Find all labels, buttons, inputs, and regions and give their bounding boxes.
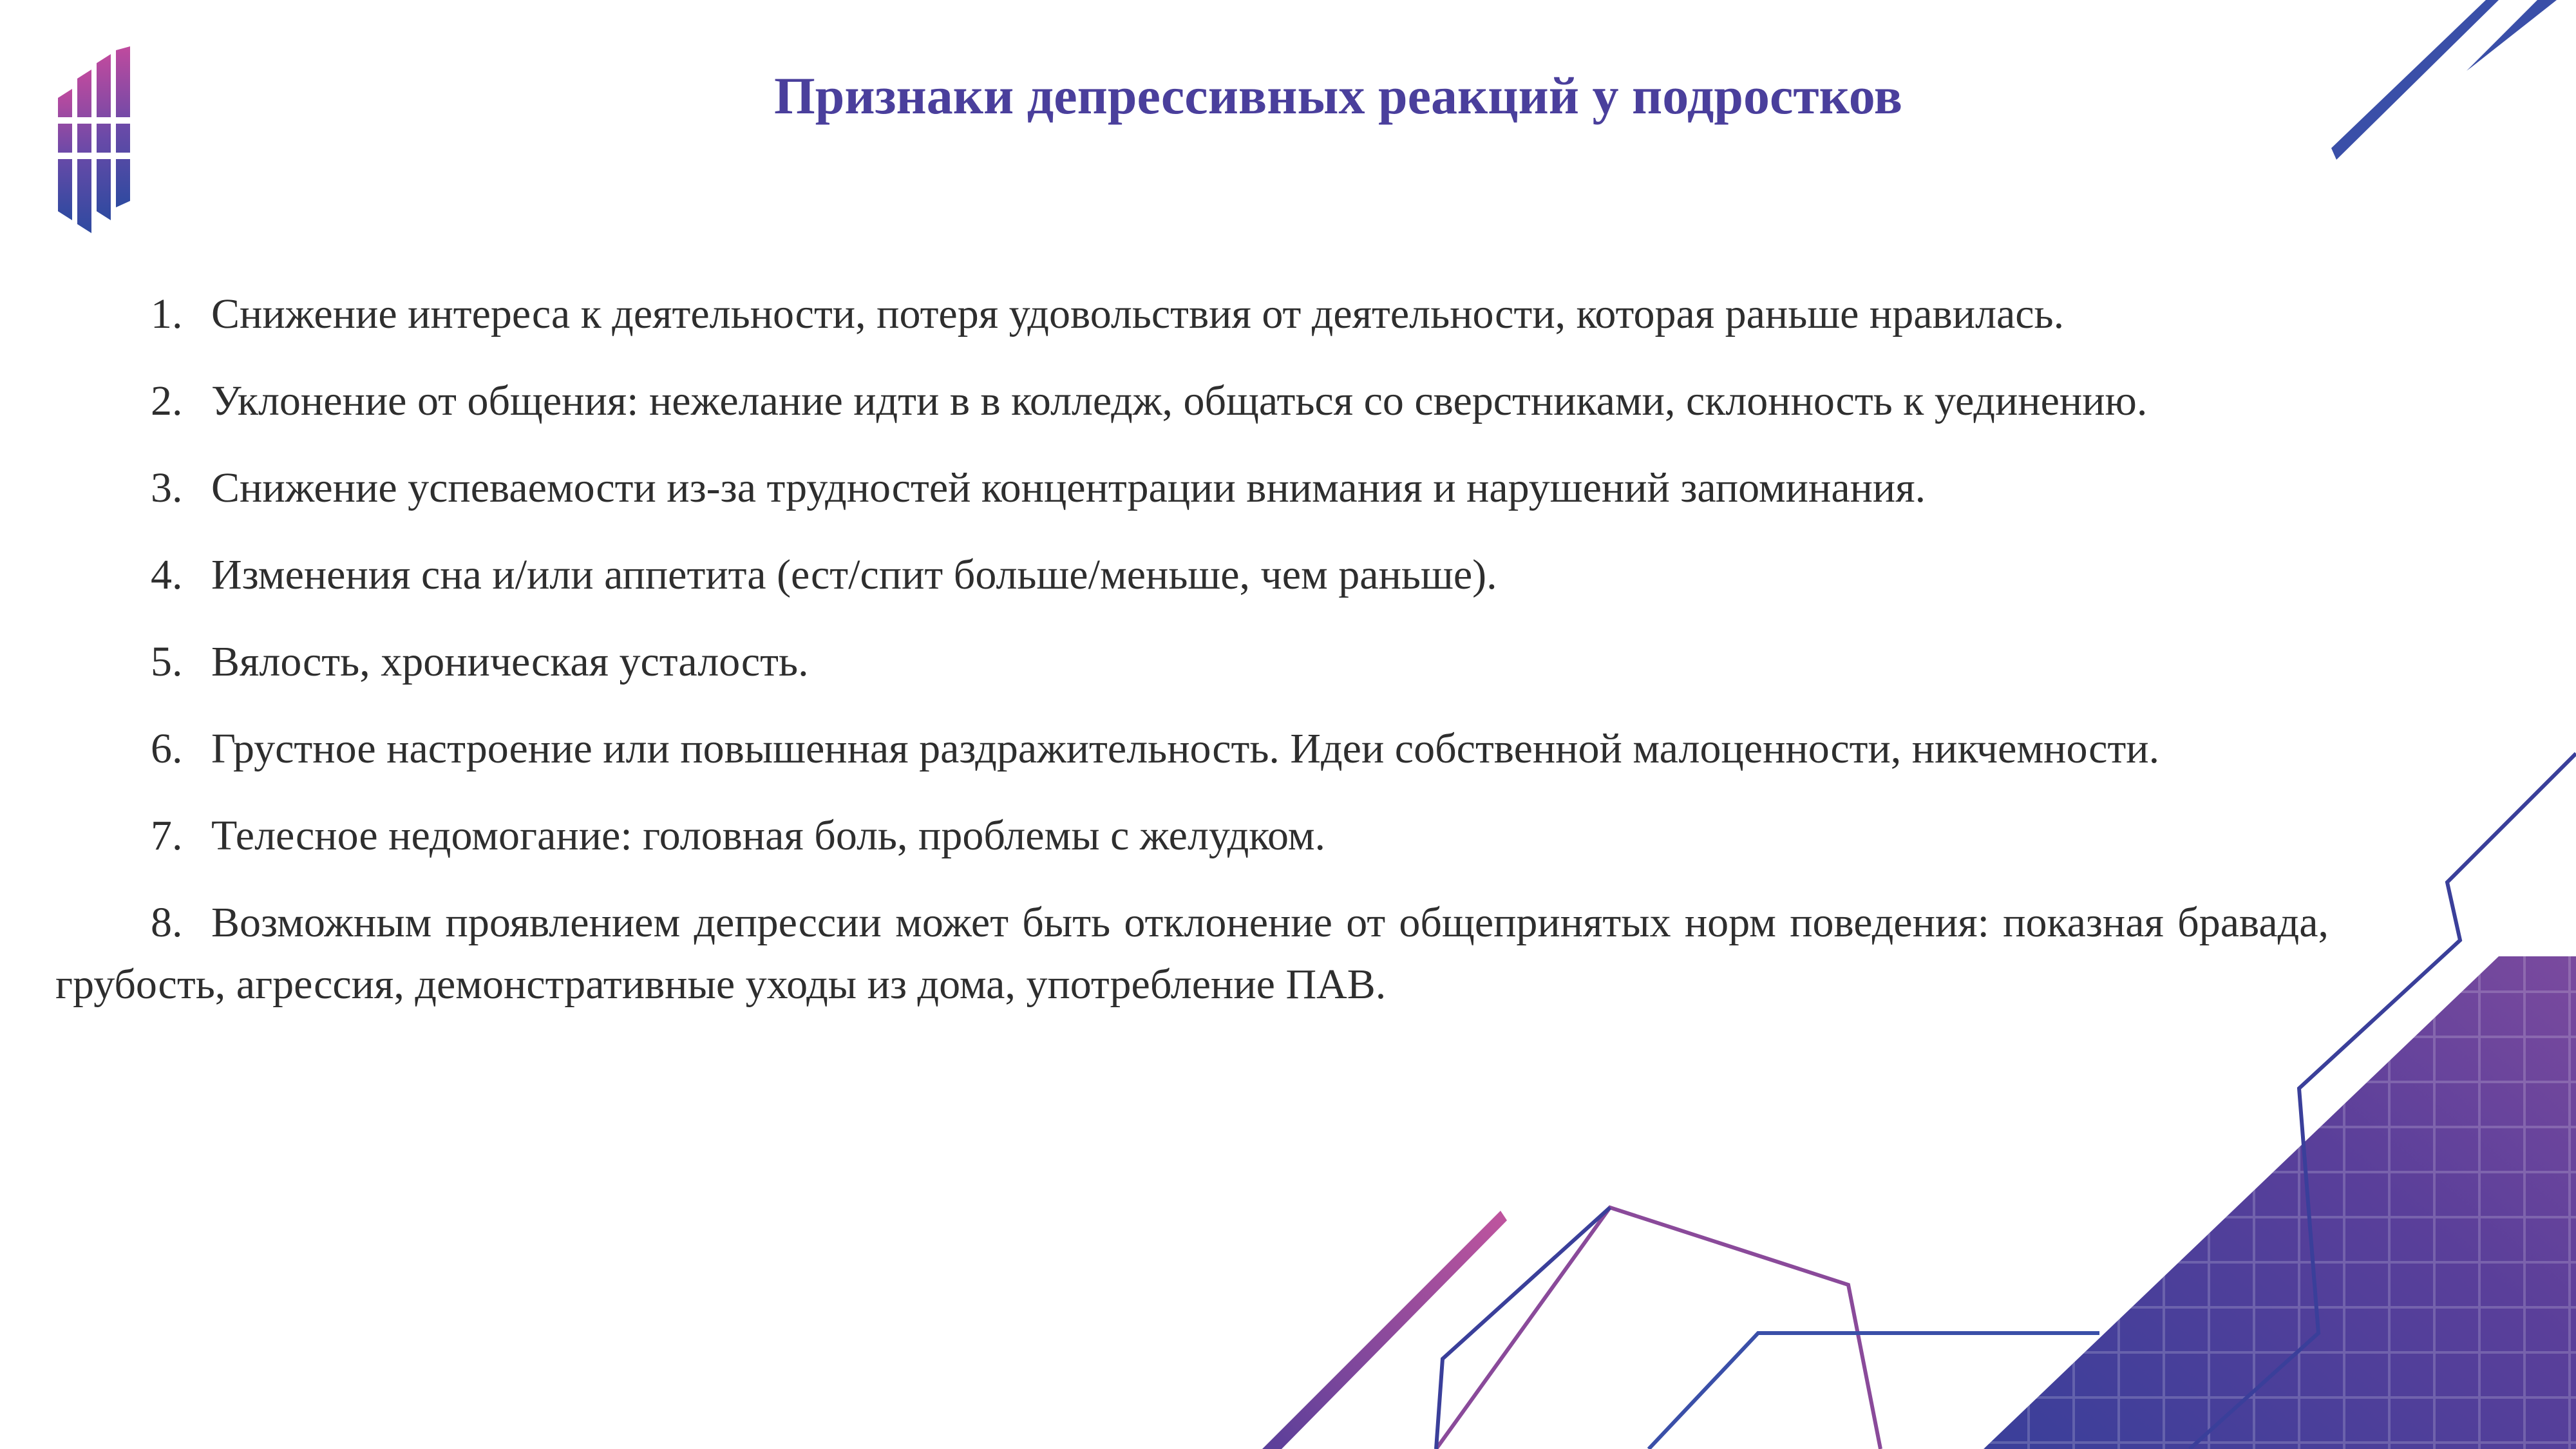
- item-text: Снижение успеваемости из-за трудностей концентрации внимания и нарушений запоминания.: [211, 464, 1926, 511]
- item-number: 1.: [151, 290, 183, 337]
- item-text: Возможным проявлением депрессии может быть отклонение от общепринятых норм поведения: показная бравада, грубость, агрессия, демонстративные уходы из дома, употребление ПАВ.: [55, 899, 2329, 1008]
- item-text: Телесное недомогание: головная боль, проблемы с желудком.: [211, 812, 1326, 859]
- list-item: [55, 892, 2329, 1016]
- signs-list: [55, 283, 2329, 1041]
- item-text: Вялость, хроническая усталость.: [211, 638, 809, 685]
- item-number: 3.: [151, 464, 183, 511]
- item-text: Снижение интереса к деятельности, потеря удовольствия от деятельности, которая раньше нравилась.: [211, 290, 2065, 337]
- slide-title-text: Признаки депрессивных реакций у подростков: [773, 66, 1903, 125]
- slide-title: [0, 66, 2576, 126]
- list-item: [55, 805, 2329, 867]
- item-number: 4.: [151, 551, 183, 598]
- list-item: [55, 457, 2329, 519]
- list-item: [55, 631, 2329, 693]
- list-item: [55, 718, 2329, 780]
- list-item: [55, 544, 2329, 606]
- item-text: Грустное настроение или повышенная раздражительность. Идеи собственной малоценности, никчемности.: [211, 725, 2160, 772]
- list-item: [55, 283, 2329, 345]
- item-number: 2.: [151, 377, 183, 424]
- item-number: 5.: [151, 638, 183, 685]
- item-number: 6.: [151, 725, 183, 772]
- item-number: 7.: [151, 812, 183, 859]
- list-item: [55, 370, 2329, 432]
- pink-ribbon: [1262, 1211, 1507, 1449]
- item-text: Уклонение от общения: нежелание идти в в колледж, общаться со сверстниками, склонность к уединению.: [211, 377, 2148, 424]
- item-text: Изменения сна и/или аппетита (ест/спит больше/меньше, чем раньше).: [211, 551, 1497, 598]
- item-number: 8.: [151, 899, 183, 946]
